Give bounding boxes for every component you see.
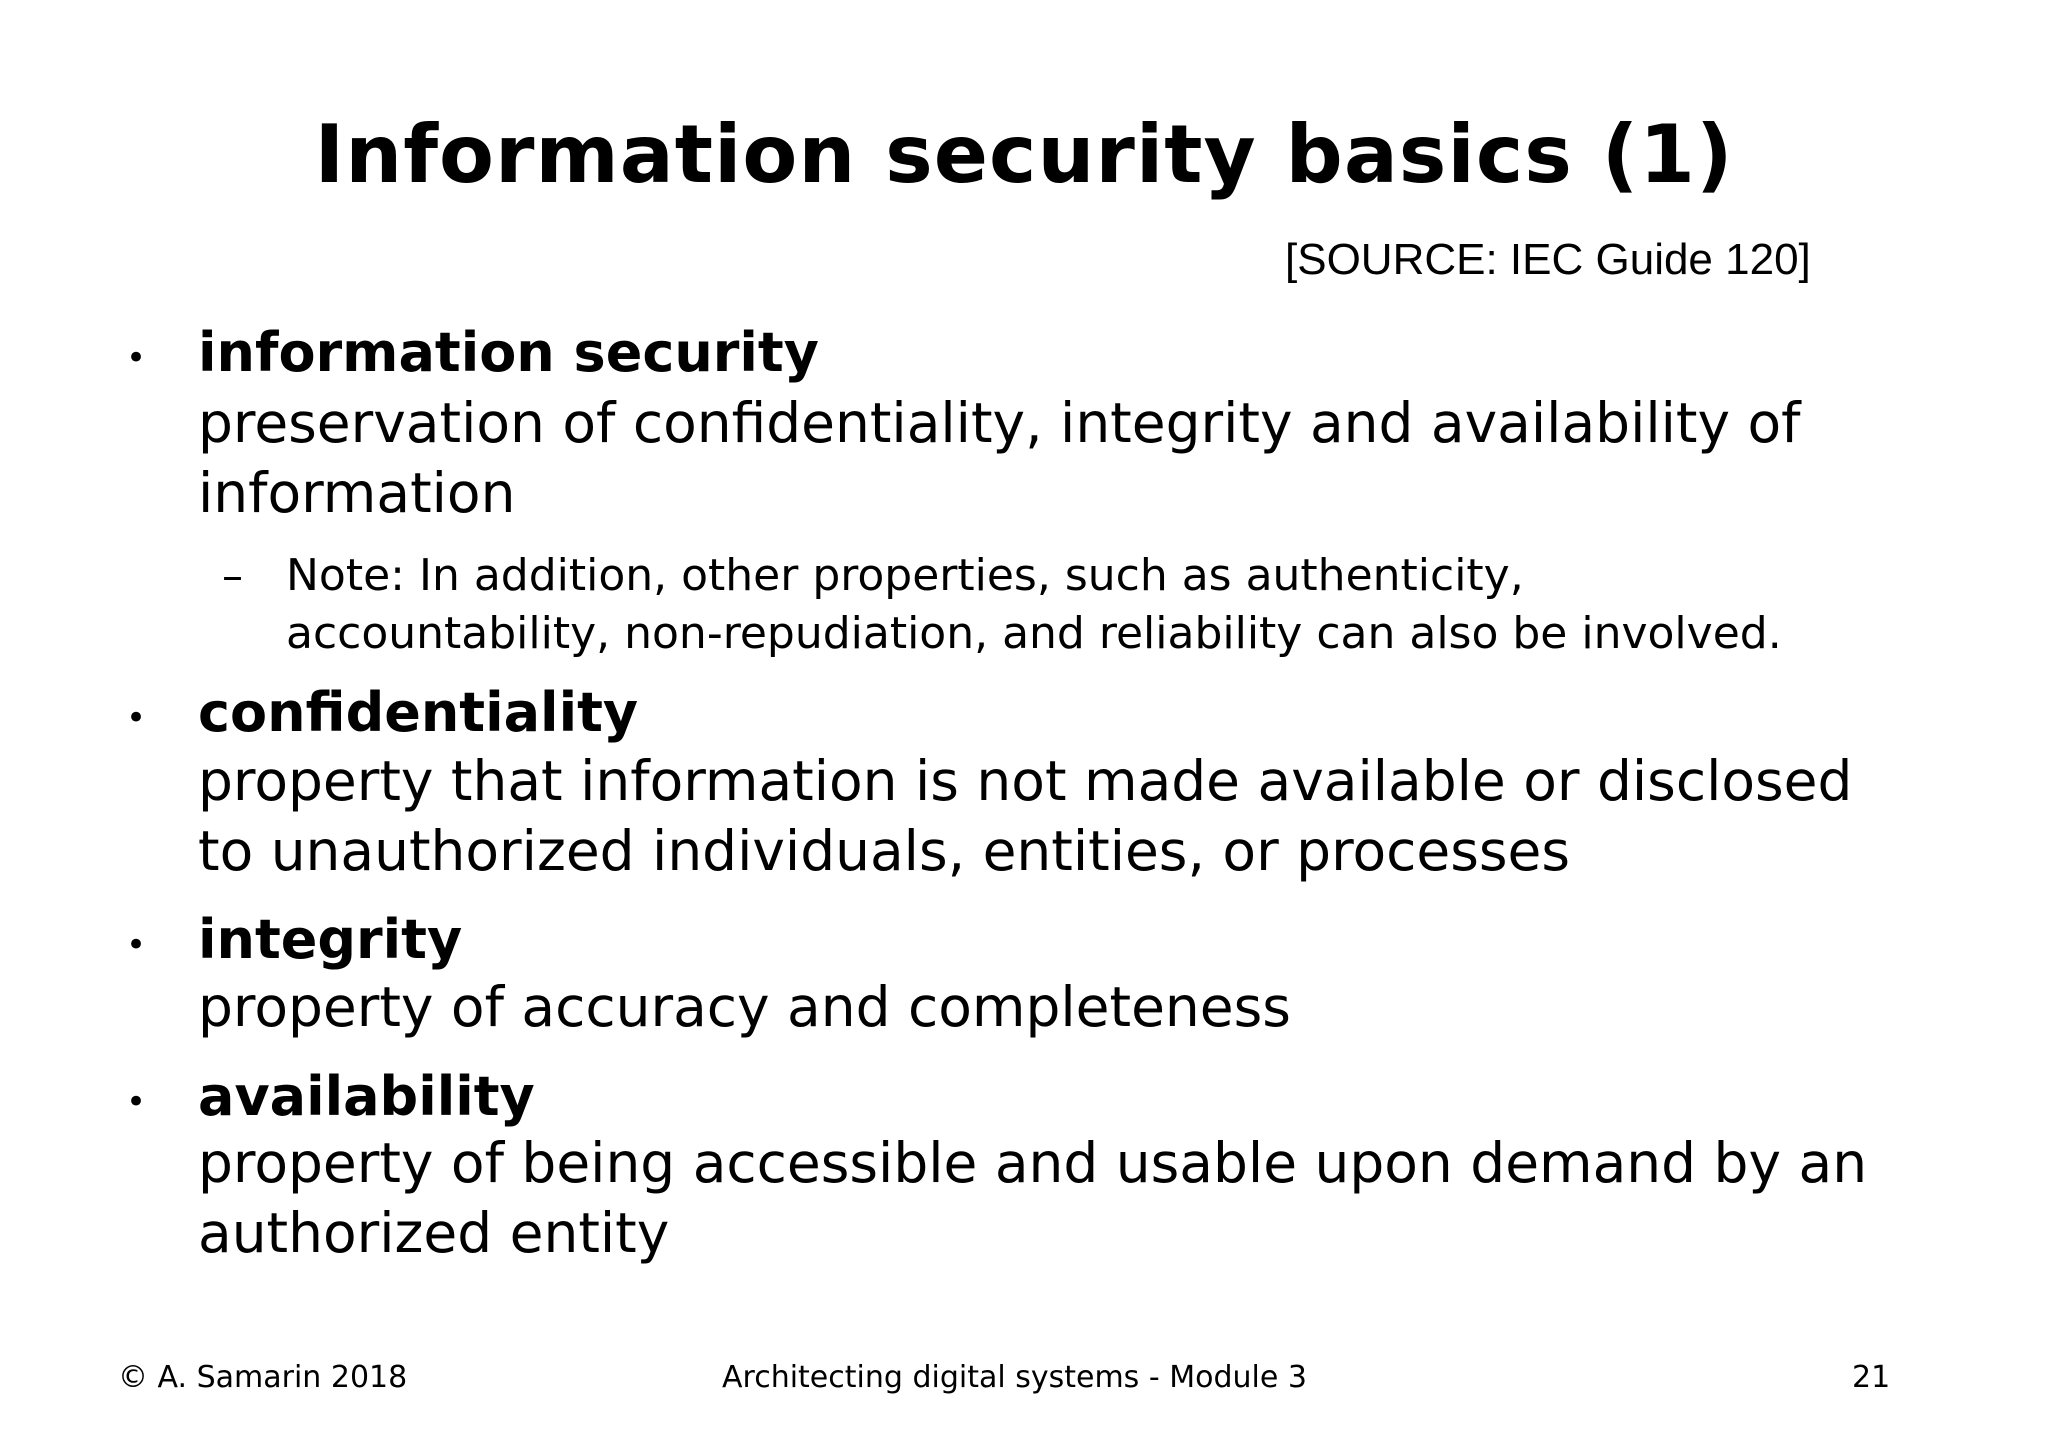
footer-course-title: Architecting digital systems - Module 3 [722, 1360, 1307, 1395]
footer-copyright: © A. Samarin 2018 [118, 1360, 408, 1395]
term-heading: confidentiality [198, 681, 639, 744]
bullet-marker: • [126, 1082, 147, 1122]
definition-line: authorized entity [198, 1201, 670, 1265]
term-heading: integrity [198, 908, 463, 971]
footer-page-number: 21 [1852, 1360, 1891, 1395]
definition-line: property of being accessible and usable upon demand by an [198, 1131, 1868, 1195]
definition-line: information [198, 461, 516, 525]
term-heading: availability [198, 1065, 535, 1128]
slide-title: Information security basics (1) [314, 108, 1734, 201]
source-citation: [SOURCE: IEC Guide 120] [1285, 235, 1811, 284]
definition-line: preservation of confidentiality, integrity and availability of [198, 391, 1801, 455]
definition-line: to unauthorized individuals, entities, or processes [198, 819, 1571, 883]
note-line: accountability, non-repudiation, and reliability can also be involved. [286, 608, 1782, 659]
term-heading: information security [198, 321, 819, 384]
bullet-marker: • [126, 338, 147, 378]
definition-line: property of accuracy and completeness [198, 975, 1291, 1039]
note-line: Note: In addition, other properties, such as authenticity, [286, 550, 1524, 601]
bullet-marker: • [126, 925, 147, 965]
definition-line: property that information is not made available or disclosed [198, 749, 1853, 813]
bullet-marker: • [126, 698, 147, 738]
note-marker: – [222, 551, 243, 600]
